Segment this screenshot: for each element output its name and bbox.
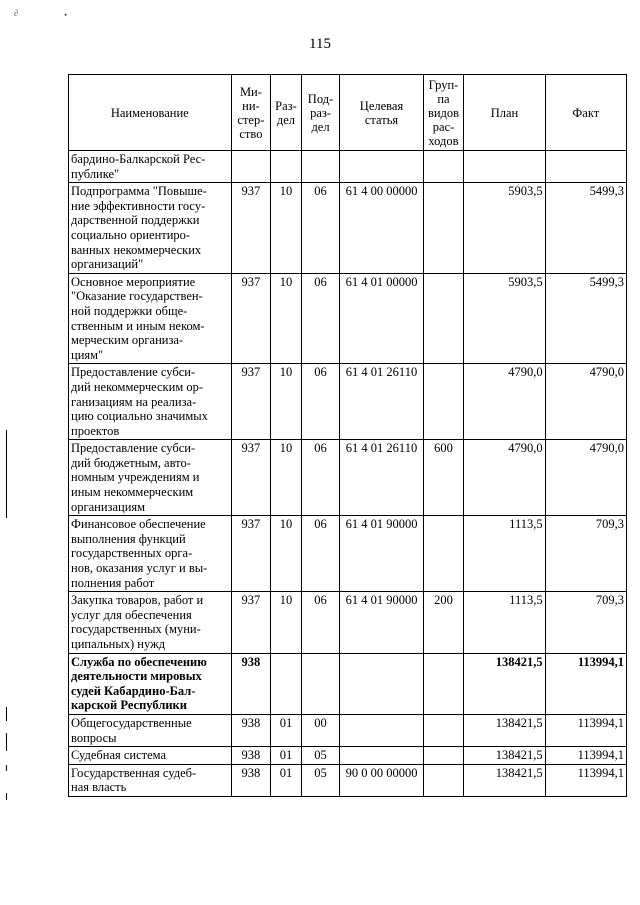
cell-name [69, 764, 232, 796]
name-text-line: ственным и иным неком- [71, 318, 205, 333]
table-row [69, 151, 627, 183]
name-text-line: Служба по обеспечению [71, 654, 207, 669]
cell-ministry [231, 151, 271, 183]
cell-expense-group [423, 747, 464, 765]
name-text-line: "Оказание государствен- [71, 289, 203, 304]
name-text-line: дарственной поддержки [71, 213, 200, 228]
cell-plan: 4790,0 [464, 440, 545, 516]
cell-subsection: 00 [301, 714, 340, 746]
cell-name [69, 653, 232, 714]
table-row [69, 653, 627, 714]
table-row [69, 273, 627, 364]
name-text-line: полнения работ [71, 575, 155, 590]
header-text-line: статья [364, 112, 399, 127]
header-text-line: рас- [432, 119, 455, 134]
name-text-line: карской Республики [71, 698, 187, 713]
table-row [69, 592, 627, 653]
cell-name [69, 516, 232, 592]
cell-subsection: 05 [301, 764, 340, 796]
cell-subsection [301, 151, 340, 183]
name-text-line: проектов [71, 423, 120, 438]
name-text-line: социально ориентиро- [71, 227, 191, 242]
cell-ministry: 938 [231, 714, 271, 746]
name-text-line: Предоставление субси- [71, 441, 196, 456]
name-text-line: Финансовое обеспечение [71, 517, 206, 532]
cell-expense-group [423, 273, 464, 364]
cell-fact: 709,3 [545, 516, 626, 592]
header-row [69, 75, 627, 151]
cell-fact: 709,3 [545, 592, 626, 653]
cell-name [69, 714, 232, 746]
cell-plan [464, 151, 545, 183]
header-section [271, 75, 301, 151]
header-text-line: ходов [428, 133, 459, 148]
cell-section: 10 [271, 440, 301, 516]
cell-section: 01 [271, 747, 301, 765]
cell-plan: 1113,5 [464, 592, 545, 653]
header-target-article [340, 75, 423, 151]
name-text-line: Государственная судеб- [71, 765, 197, 780]
cell-name [69, 747, 232, 765]
budget-table [68, 74, 627, 797]
name-text-line: дий бюджетным, авто- [71, 455, 191, 470]
cell-section [271, 653, 301, 714]
header-text-line: стер- [237, 112, 265, 127]
header-text-line: видов [427, 105, 460, 120]
cell-subsection: 06 [301, 516, 340, 592]
header-text-line: Раз- [275, 98, 297, 113]
cell-expense-group [423, 516, 464, 592]
header-text-line: ство [239, 126, 263, 141]
table-row [69, 714, 627, 746]
cell-expense-group [423, 183, 464, 274]
cell-ministry: 937 [231, 183, 271, 274]
name-text-line: нов, оказания услуг и вы- [71, 561, 208, 576]
name-text-line: ние эффективности госу- [71, 198, 206, 213]
cell-target-article [340, 151, 423, 183]
cell-name [69, 440, 232, 516]
name-text-line: Закупка товаров, работ и [71, 593, 204, 608]
margin-line [6, 733, 7, 751]
cell-section [271, 151, 301, 183]
header-plan [464, 75, 545, 151]
name-text-line: государственных (муни- [71, 622, 201, 637]
cell-plan: 5903,5 [464, 273, 545, 364]
header-ministry [231, 75, 271, 151]
cell-name [69, 592, 232, 653]
header-text-line: па [437, 91, 450, 106]
cell-expense-group [423, 714, 464, 746]
name-text-line: мерческим организа- [71, 333, 184, 348]
cell-target-article [340, 747, 423, 765]
name-text-line: деятельности мировых [71, 669, 202, 684]
name-text-line: ванных некоммерческих [71, 242, 202, 257]
header-text-line: ни- [242, 98, 260, 113]
name-text-line: Подпрограмма "Повыше- [71, 184, 207, 199]
cell-ministry: 938 [231, 764, 271, 796]
cell-target-article: 61 4 01 00000 [340, 273, 423, 364]
header-text-line: Наименование [110, 105, 189, 120]
cell-expense-group [423, 764, 464, 796]
name-text-line: ной поддержки обще- [71, 303, 188, 318]
name-text-line: ная власть [71, 780, 127, 795]
cell-expense-group: 600 [423, 440, 464, 516]
cell-name [69, 183, 232, 274]
margin-line [6, 430, 7, 518]
cell-subsection: 06 [301, 592, 340, 653]
cell-target-article: 61 4 01 26110 [340, 440, 423, 516]
cell-subsection: 06 [301, 440, 340, 516]
cell-fact: 4790,0 [545, 364, 626, 440]
name-text-line: организаций" [71, 257, 144, 272]
cell-ministry: 937 [231, 273, 271, 364]
table-row [69, 364, 627, 440]
cell-fact: 113994,1 [545, 764, 626, 796]
cell-ministry: 937 [231, 516, 271, 592]
cell-plan: 138421,5 [464, 764, 545, 796]
header-text-line: Целевая [359, 98, 404, 113]
cell-subsection: 06 [301, 183, 340, 274]
name-text-line: выполнения функций [71, 531, 186, 546]
scan-speck: ∂ [14, 8, 19, 18]
header-text-line: Факт [572, 105, 600, 120]
cell-plan: 4790,0 [464, 364, 545, 440]
cell-target-article [340, 653, 423, 714]
header-name [69, 75, 232, 151]
cell-plan: 5903,5 [464, 183, 545, 274]
name-text-line: цию социально значимых [71, 409, 208, 424]
name-text-line: дий некоммерческим ор- [71, 379, 204, 394]
header-text-line: Груп- [428, 77, 459, 92]
cell-expense-group [423, 364, 464, 440]
table-row [69, 747, 627, 765]
name-text-line: бардино-Балкарской Рес- [71, 152, 206, 166]
cell-fact: 4790,0 [545, 440, 626, 516]
name-text-line: иным некоммерческим [71, 485, 194, 500]
page-number: 115 [309, 36, 331, 52]
cell-subsection [301, 653, 340, 714]
cell-expense-group [423, 653, 464, 714]
margin-line [6, 765, 7, 771]
cell-ministry: 938 [231, 653, 271, 714]
cell-ministry: 938 [231, 747, 271, 765]
cell-plan: 138421,5 [464, 747, 545, 765]
cell-subsection: 06 [301, 273, 340, 364]
cell-target-article: 61 4 01 26110 [340, 364, 423, 440]
cell-section: 10 [271, 516, 301, 592]
cell-plan: 138421,5 [464, 653, 545, 714]
scan-speck: • [64, 10, 68, 20]
name-text-line: организациям [71, 499, 146, 514]
cell-fact: 5499,3 [545, 273, 626, 364]
table-row [69, 183, 627, 274]
cell-fact: 113994,1 [545, 714, 626, 746]
cell-ministry: 937 [231, 592, 271, 653]
name-text-line: услуг для обеспечения [71, 607, 192, 622]
cell-name [69, 151, 232, 183]
cell-plan: 138421,5 [464, 714, 545, 746]
name-text-line: Основное мероприятие [71, 274, 196, 289]
cell-section: 01 [271, 714, 301, 746]
header-text-line: Ми- [239, 84, 262, 99]
margin-line [6, 793, 7, 800]
cell-section: 10 [271, 273, 301, 364]
cell-ministry: 937 [231, 440, 271, 516]
cell-subsection: 06 [301, 364, 340, 440]
cell-plan: 1113,5 [464, 516, 545, 592]
cell-target-article: 90 0 00 00000 [340, 764, 423, 796]
name-text-line: Судебная система [71, 748, 167, 763]
cell-target-article: 61 4 01 90000 [340, 516, 423, 592]
header-text-line: План [490, 105, 519, 120]
name-text-line: публике" [71, 166, 120, 181]
table-row [69, 764, 627, 796]
header-text-line: раз- [310, 105, 331, 120]
name-text-line: ганизациям на реализа- [71, 394, 197, 409]
cell-expense-group: 200 [423, 592, 464, 653]
header-subsection [301, 75, 340, 151]
cell-fact: 5499,3 [545, 183, 626, 274]
cell-section: 10 [271, 183, 301, 274]
cell-target-article: 61 4 00 00000 [340, 183, 423, 274]
margin-line [6, 707, 7, 721]
name-text-line: вопросы [71, 730, 117, 745]
cell-section: 01 [271, 764, 301, 796]
cell-fact: 113994,1 [545, 747, 626, 765]
name-text-line: ципальных) нужд [71, 637, 166, 651]
cell-expense-group [423, 151, 464, 183]
cell-ministry: 937 [231, 364, 271, 440]
name-text-line: государственных орга- [71, 546, 193, 561]
cell-name [69, 273, 232, 364]
cell-section: 10 [271, 364, 301, 440]
header-text-line: дел [311, 119, 330, 134]
name-text-line: судей Кабардино-Бал- [71, 683, 196, 698]
cell-section: 10 [271, 592, 301, 653]
table-row [69, 440, 627, 516]
cell-name [69, 364, 232, 440]
header-expense-group [423, 75, 464, 151]
header-fact [545, 75, 626, 151]
table-row [69, 516, 627, 592]
name-text-line: циям" [71, 347, 104, 362]
header-text-line: Под- [307, 91, 334, 106]
name-text-line: Общегосударственные [71, 715, 192, 730]
cell-fact [545, 151, 626, 183]
cell-target-article: 61 4 01 90000 [340, 592, 423, 653]
name-text-line: Предоставление субси- [71, 365, 196, 380]
cell-target-article [340, 714, 423, 746]
cell-fact: 113994,1 [545, 653, 626, 714]
cell-subsection: 05 [301, 747, 340, 765]
header-text-line: дел [276, 112, 296, 127]
name-text-line: номным учреждениям и [71, 470, 200, 485]
